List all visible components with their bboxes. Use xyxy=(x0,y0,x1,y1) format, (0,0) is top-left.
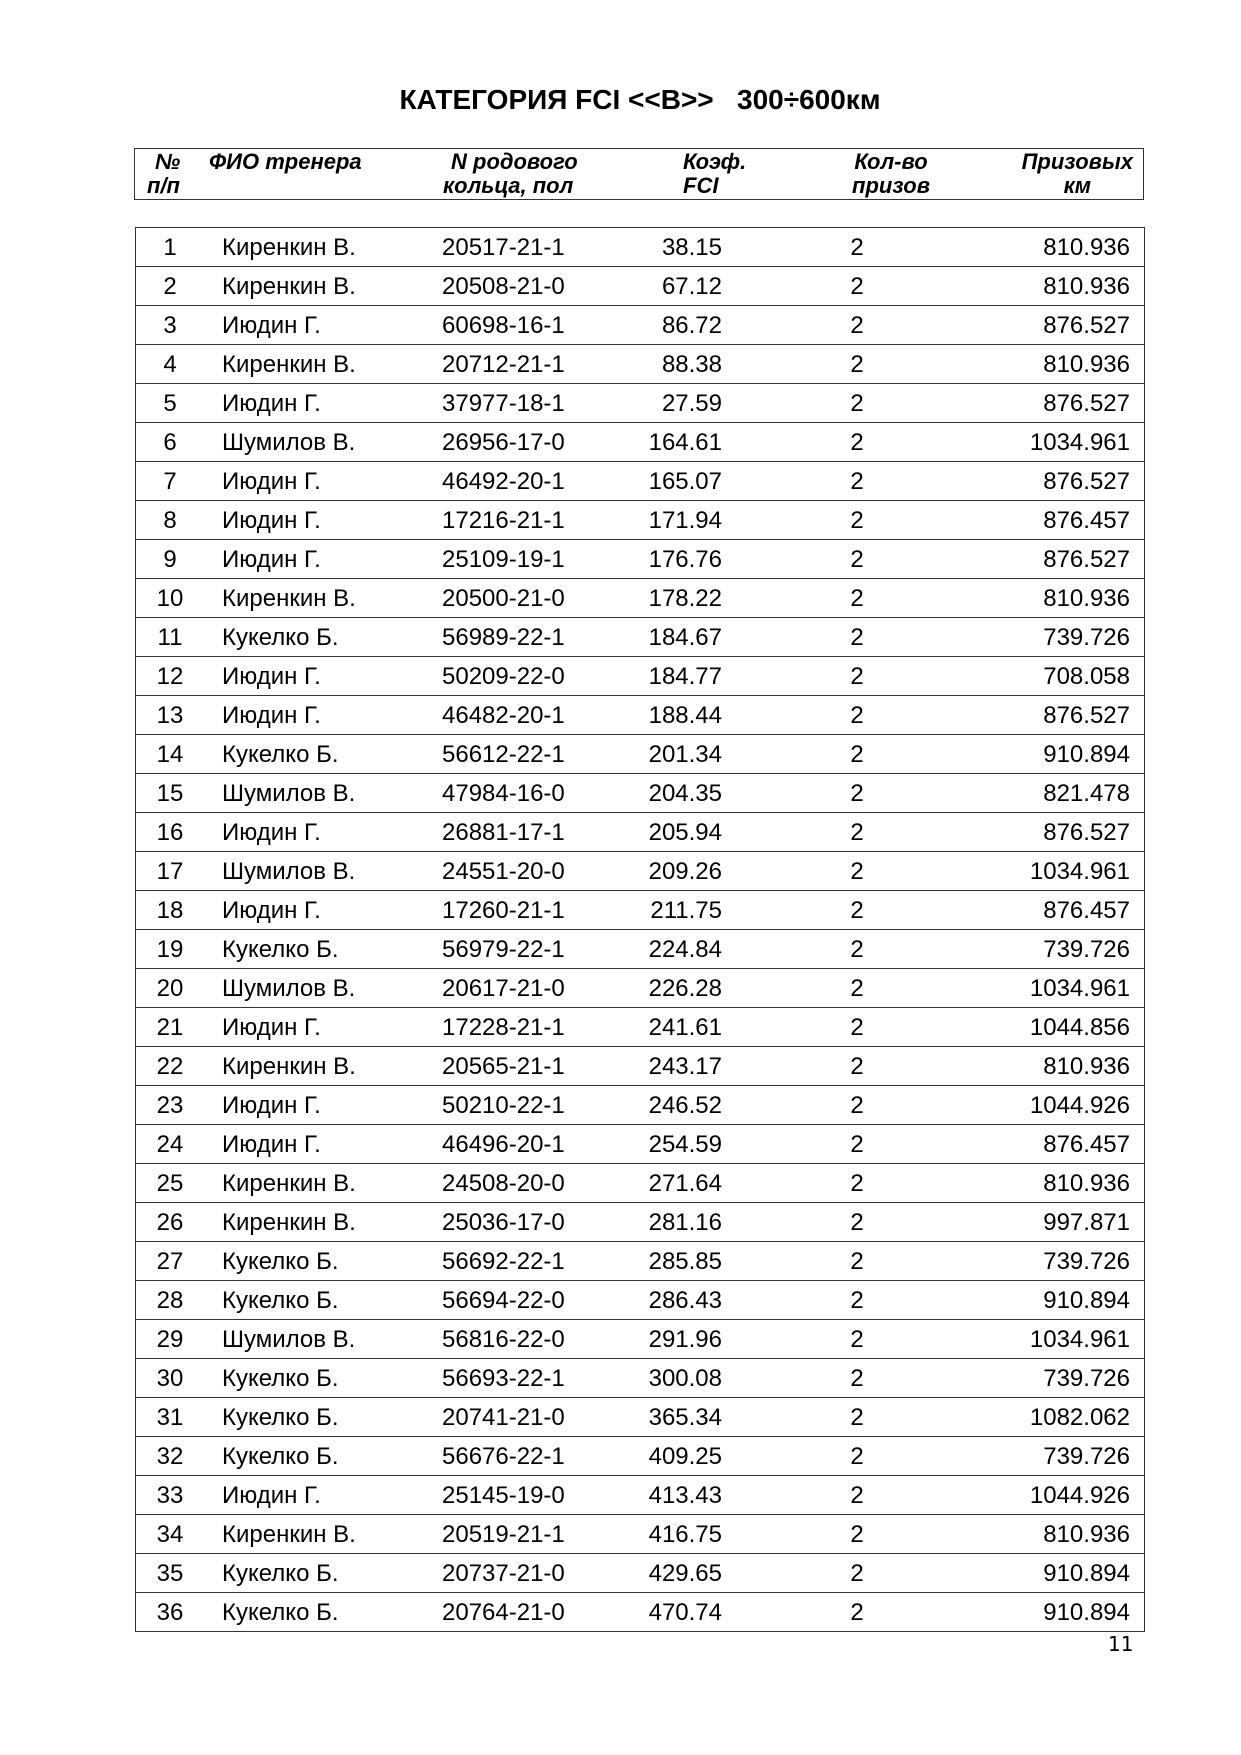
table-row xyxy=(136,1476,1145,1515)
trainer-name: Шумилов В. xyxy=(204,1320,442,1359)
row-number: 13 xyxy=(136,696,205,735)
ring-number: 26956-17-0 xyxy=(442,423,622,462)
prize-count: 2 xyxy=(722,1515,992,1554)
row-number: 11 xyxy=(136,618,205,657)
row-number: 36 xyxy=(136,1593,205,1632)
fci-coefficient: 178.22 xyxy=(622,579,722,618)
row-number: 24 xyxy=(136,1125,205,1164)
fci-coefficient: 285.85 xyxy=(622,1242,722,1281)
prize-km: 739.726 xyxy=(992,930,1145,969)
row-number: 18 xyxy=(136,891,205,930)
prize-count: 2 xyxy=(722,813,992,852)
ring-number: 56979-22-1 xyxy=(442,930,622,969)
trainer-name: Июдин Г. xyxy=(204,1086,442,1125)
table-row xyxy=(136,1086,1145,1125)
row-number: 14 xyxy=(136,735,205,774)
fci-coefficient: 201.34 xyxy=(622,735,722,774)
ring-number: 20737-21-0 xyxy=(442,1554,622,1593)
ring-number: 26881-17-1 xyxy=(442,813,622,852)
table-row xyxy=(136,930,1145,969)
fci-coefficient: 86.72 xyxy=(622,306,722,345)
ring-number: 25109-19-1 xyxy=(442,540,622,579)
row-number: 19 xyxy=(136,930,205,969)
prize-count: 2 xyxy=(722,1203,992,1242)
ring-number: 50209-22-0 xyxy=(442,657,622,696)
fci-coefficient: 188.44 xyxy=(622,696,722,735)
prize-km: 1044.926 xyxy=(992,1086,1145,1125)
row-number: 28 xyxy=(136,1281,205,1320)
ring-number: 17228-21-1 xyxy=(442,1008,622,1047)
prize-km: 876.527 xyxy=(992,540,1145,579)
prize-km: 876.527 xyxy=(992,696,1145,735)
row-number: 8 xyxy=(136,501,205,540)
prize-count: 2 xyxy=(722,1593,992,1632)
prize-km: 1082.062 xyxy=(992,1398,1145,1437)
table-row xyxy=(136,657,1145,696)
table-row xyxy=(136,891,1145,930)
row-number: 2 xyxy=(136,267,205,306)
ring-number: 20565-21-1 xyxy=(442,1047,622,1086)
ring-number: 46492-20-1 xyxy=(442,462,622,501)
prize-count: 2 xyxy=(722,1359,992,1398)
prize-km: 876.527 xyxy=(992,384,1145,423)
trainer-name: Июдин Г. xyxy=(204,1125,442,1164)
header-ring: N родового кольца, пол xyxy=(443,149,578,198)
table-row xyxy=(136,384,1145,423)
table-row xyxy=(136,696,1145,735)
trainer-name: Июдин Г. xyxy=(204,1008,442,1047)
fci-coefficient: 184.77 xyxy=(622,657,722,696)
prize-km: 1034.961 xyxy=(992,423,1145,462)
results-table xyxy=(135,227,1145,1632)
prize-count: 2 xyxy=(722,228,992,267)
trainer-name: Июдин Г. xyxy=(204,384,442,423)
prize-km: 810.936 xyxy=(992,267,1145,306)
fci-coefficient: 365.34 xyxy=(622,1398,722,1437)
fci-coefficient: 246.52 xyxy=(622,1086,722,1125)
trainer-name: Июдин Г. xyxy=(204,540,442,579)
trainer-name: Кукелко Б. xyxy=(204,1437,442,1476)
table-row xyxy=(136,1203,1145,1242)
table-header xyxy=(134,148,1144,200)
trainer-name: Шумилов В. xyxy=(204,774,442,813)
row-number: 3 xyxy=(136,306,205,345)
table-row xyxy=(136,1164,1145,1203)
prize-count: 2 xyxy=(722,540,992,579)
ring-number: 17260-21-1 xyxy=(442,891,622,930)
table-row xyxy=(136,813,1145,852)
fci-coefficient: 204.35 xyxy=(622,774,722,813)
prize-count: 2 xyxy=(722,1281,992,1320)
ring-number: 20519-21-1 xyxy=(442,1515,622,1554)
prize-km: 876.527 xyxy=(992,306,1145,345)
trainer-name: Кукелко Б. xyxy=(204,1281,442,1320)
prize-count: 2 xyxy=(722,891,992,930)
trainer-name: Киренкин В. xyxy=(204,1164,442,1203)
table-row xyxy=(136,774,1145,813)
header-km: Призовых км xyxy=(1021,149,1133,198)
prize-count: 2 xyxy=(722,1086,992,1125)
prize-count: 2 xyxy=(722,345,992,384)
trainer-name: Кукелко Б. xyxy=(204,1593,442,1632)
table-row xyxy=(136,969,1145,1008)
prize-count: 2 xyxy=(722,696,992,735)
fci-coefficient: 164.61 xyxy=(622,423,722,462)
row-number: 1 xyxy=(136,228,205,267)
prize-count: 2 xyxy=(722,618,992,657)
table-row xyxy=(136,618,1145,657)
trainer-name: Киренкин В. xyxy=(204,267,442,306)
prize-count: 2 xyxy=(722,462,992,501)
row-number: 29 xyxy=(136,1320,205,1359)
header-coef: Коэф. FCI xyxy=(683,149,747,198)
row-number: 5 xyxy=(136,384,205,423)
ring-number: 50210-22-1 xyxy=(442,1086,622,1125)
prize-km: 1034.961 xyxy=(992,1320,1145,1359)
fci-coefficient: 254.59 xyxy=(622,1125,722,1164)
trainer-name: Киренкин В. xyxy=(204,579,442,618)
ring-number: 20500-21-0 xyxy=(442,579,622,618)
fci-coefficient: 429.65 xyxy=(622,1554,722,1593)
ring-number: 20712-21-1 xyxy=(442,345,622,384)
ring-number: 20764-21-0 xyxy=(442,1593,622,1632)
row-number: 16 xyxy=(136,813,205,852)
table-row xyxy=(136,1008,1145,1047)
fci-coefficient: 286.43 xyxy=(622,1281,722,1320)
trainer-name: Кукелко Б. xyxy=(204,930,442,969)
fci-coefficient: 211.75 xyxy=(622,891,722,930)
ring-number: 60698-16-1 xyxy=(442,306,622,345)
ring-number: 56612-22-1 xyxy=(442,735,622,774)
prize-count: 2 xyxy=(722,501,992,540)
table-row xyxy=(136,735,1145,774)
fci-coefficient: 243.17 xyxy=(622,1047,722,1086)
fci-coefficient: 241.61 xyxy=(622,1008,722,1047)
trainer-name: Киренкин В. xyxy=(204,1515,442,1554)
row-number: 17 xyxy=(136,852,205,891)
table-row xyxy=(136,1359,1145,1398)
prize-km: 810.936 xyxy=(992,228,1145,267)
prize-km: 997.871 xyxy=(992,1203,1145,1242)
fci-coefficient: 281.16 xyxy=(622,1203,722,1242)
trainer-name: Июдин Г. xyxy=(204,657,442,696)
trainer-name: Июдин Г. xyxy=(204,501,442,540)
prize-km: 876.457 xyxy=(992,501,1145,540)
header-prizes: Кол-во призов xyxy=(852,149,930,198)
ring-number: 56676-22-1 xyxy=(442,1437,622,1476)
ring-number: 24508-20-0 xyxy=(442,1164,622,1203)
table-row xyxy=(136,462,1145,501)
trainer-name: Кукелко Б. xyxy=(204,1242,442,1281)
prize-count: 2 xyxy=(722,735,992,774)
table-row xyxy=(136,1398,1145,1437)
prize-km: 910.894 xyxy=(992,735,1145,774)
trainer-name: Шумилов В. xyxy=(204,969,442,1008)
ring-number: 47984-16-0 xyxy=(442,774,622,813)
table-row xyxy=(136,1554,1145,1593)
fci-coefficient: 88.38 xyxy=(622,345,722,384)
fci-coefficient: 209.26 xyxy=(622,852,722,891)
prize-count: 2 xyxy=(722,1320,992,1359)
row-number: 26 xyxy=(136,1203,205,1242)
row-number: 23 xyxy=(136,1086,205,1125)
fci-coefficient: 171.94 xyxy=(622,501,722,540)
ring-number: 20517-21-1 xyxy=(442,228,622,267)
fci-coefficient: 226.28 xyxy=(622,969,722,1008)
row-number: 10 xyxy=(136,579,205,618)
fci-coefficient: 184.67 xyxy=(622,618,722,657)
prize-km: 810.936 xyxy=(992,579,1145,618)
row-number: 33 xyxy=(136,1476,205,1515)
table-row xyxy=(136,1437,1145,1476)
row-number: 35 xyxy=(136,1554,205,1593)
fci-coefficient: 27.59 xyxy=(622,384,722,423)
prize-km: 739.726 xyxy=(992,1359,1145,1398)
prize-km: 739.726 xyxy=(992,1437,1145,1476)
prize-km: 810.936 xyxy=(992,345,1145,384)
trainer-name: Кукелко Б. xyxy=(204,1398,442,1437)
prize-count: 2 xyxy=(722,657,992,696)
ring-number: 20617-21-0 xyxy=(442,969,622,1008)
trainer-name: Июдин Г. xyxy=(204,462,442,501)
table-row xyxy=(136,540,1145,579)
prize-km: 876.527 xyxy=(992,462,1145,501)
prize-count: 2 xyxy=(722,384,992,423)
prize-km: 876.527 xyxy=(992,813,1145,852)
prize-count: 2 xyxy=(722,579,992,618)
prize-km: 821.478 xyxy=(992,774,1145,813)
fci-coefficient: 165.07 xyxy=(622,462,722,501)
fci-coefficient: 300.08 xyxy=(622,1359,722,1398)
table-row xyxy=(136,267,1145,306)
ring-number: 56692-22-1 xyxy=(442,1242,622,1281)
ring-number: 25036-17-0 xyxy=(442,1203,622,1242)
prize-km: 708.058 xyxy=(992,657,1145,696)
trainer-name: Июдин Г. xyxy=(204,306,442,345)
ring-number: 25145-19-0 xyxy=(442,1476,622,1515)
prize-km: 910.894 xyxy=(992,1281,1145,1320)
prize-count: 2 xyxy=(722,1554,992,1593)
row-number: 27 xyxy=(136,1242,205,1281)
table-row xyxy=(136,228,1145,267)
row-number: 30 xyxy=(136,1359,205,1398)
trainer-name: Июдин Г. xyxy=(204,696,442,735)
fci-coefficient: 224.84 xyxy=(622,930,722,969)
table-row xyxy=(136,501,1145,540)
prize-count: 2 xyxy=(722,852,992,891)
trainer-name: Киренкин В. xyxy=(204,1203,442,1242)
trainer-name: Кукелко Б. xyxy=(204,1554,442,1593)
row-number: 20 xyxy=(136,969,205,1008)
row-number: 32 xyxy=(136,1437,205,1476)
row-number: 34 xyxy=(136,1515,205,1554)
prize-km: 810.936 xyxy=(992,1164,1145,1203)
prize-count: 2 xyxy=(722,306,992,345)
table-row xyxy=(136,1593,1145,1632)
prize-count: 2 xyxy=(722,930,992,969)
prize-count: 2 xyxy=(722,969,992,1008)
table-row xyxy=(136,1125,1145,1164)
prize-km: 739.726 xyxy=(992,618,1145,657)
fci-coefficient: 67.12 xyxy=(622,267,722,306)
table-row xyxy=(136,1281,1145,1320)
trainer-name: Киренкин В. xyxy=(204,1047,442,1086)
prize-count: 2 xyxy=(722,267,992,306)
table-row xyxy=(136,1515,1145,1554)
row-number: 4 xyxy=(136,345,205,384)
row-number: 6 xyxy=(136,423,205,462)
prize-km: 739.726 xyxy=(992,1242,1145,1281)
trainer-name: Кукелко Б. xyxy=(204,735,442,774)
prize-km: 1034.961 xyxy=(992,852,1145,891)
table-row xyxy=(136,306,1145,345)
fci-coefficient: 176.76 xyxy=(622,540,722,579)
prize-km: 876.457 xyxy=(992,1125,1145,1164)
prize-km: 810.936 xyxy=(992,1047,1145,1086)
row-number: 31 xyxy=(136,1398,205,1437)
ring-number: 56693-22-1 xyxy=(442,1359,622,1398)
fci-coefficient: 38.15 xyxy=(622,228,722,267)
row-number: 15 xyxy=(136,774,205,813)
ring-number: 24551-20-0 xyxy=(442,852,622,891)
ring-number: 56816-22-0 xyxy=(442,1320,622,1359)
prize-km: 1034.961 xyxy=(992,969,1145,1008)
prize-km: 810.936 xyxy=(992,1515,1145,1554)
fci-coefficient: 205.94 xyxy=(622,813,722,852)
trainer-name: Июдин Г. xyxy=(204,813,442,852)
trainer-name: Киренкин В. xyxy=(204,345,442,384)
prize-km: 1044.856 xyxy=(992,1008,1145,1047)
row-number: 21 xyxy=(136,1008,205,1047)
ring-number: 56694-22-0 xyxy=(442,1281,622,1320)
row-number: 12 xyxy=(136,657,205,696)
prize-count: 2 xyxy=(722,1242,992,1281)
prize-count: 2 xyxy=(722,423,992,462)
table-row xyxy=(136,423,1145,462)
fci-coefficient: 470.74 xyxy=(622,1593,722,1632)
trainer-name: Июдин Г. xyxy=(204,891,442,930)
prize-count: 2 xyxy=(722,774,992,813)
page-title: КАТЕГОРИЯ FCI <<B>> 300÷600км xyxy=(399,84,881,115)
prize-km: 876.457 xyxy=(992,891,1145,930)
prize-count: 2 xyxy=(722,1476,992,1515)
prize-km: 1044.926 xyxy=(992,1476,1145,1515)
ring-number: 17216-21-1 xyxy=(442,501,622,540)
prize-count: 2 xyxy=(722,1164,992,1203)
ring-number: 20741-21-0 xyxy=(442,1398,622,1437)
prize-km: 910.894 xyxy=(992,1593,1145,1632)
row-number: 9 xyxy=(136,540,205,579)
trainer-name: Шумилов В. xyxy=(204,423,442,462)
page-number: 11 xyxy=(1108,1632,1134,1656)
prize-count: 2 xyxy=(722,1047,992,1086)
header-trainer: ФИО тренера xyxy=(209,149,362,174)
prize-km: 910.894 xyxy=(992,1554,1145,1593)
fci-coefficient: 416.75 xyxy=(622,1515,722,1554)
row-number: 7 xyxy=(136,462,205,501)
table-row xyxy=(136,579,1145,618)
row-number: 22 xyxy=(136,1047,205,1086)
ring-number: 46482-20-1 xyxy=(442,696,622,735)
trainer-name: Кукелко Б. xyxy=(204,1359,442,1398)
table-row xyxy=(136,1047,1145,1086)
prize-count: 2 xyxy=(722,1125,992,1164)
header-no: № п/п xyxy=(147,149,181,198)
prize-count: 2 xyxy=(722,1437,992,1476)
fci-coefficient: 271.64 xyxy=(622,1164,722,1203)
ring-number: 20508-21-0 xyxy=(442,267,622,306)
trainer-name: Июдин Г. xyxy=(204,1476,442,1515)
table-row xyxy=(136,1320,1145,1359)
ring-number: 56989-22-1 xyxy=(442,618,622,657)
table-row xyxy=(136,345,1145,384)
trainer-name: Кукелко Б. xyxy=(204,618,442,657)
fci-coefficient: 413.43 xyxy=(622,1476,722,1515)
prize-count: 2 xyxy=(722,1008,992,1047)
prize-count: 2 xyxy=(722,1398,992,1437)
row-number: 25 xyxy=(136,1164,205,1203)
fci-coefficient: 291.96 xyxy=(622,1320,722,1359)
ring-number: 46496-20-1 xyxy=(442,1125,622,1164)
trainer-name: Киренкин В. xyxy=(204,228,442,267)
fci-coefficient: 409.25 xyxy=(622,1437,722,1476)
ring-number: 37977-18-1 xyxy=(442,384,622,423)
trainer-name: Шумилов В. xyxy=(204,852,442,891)
table-row xyxy=(136,852,1145,891)
table-row xyxy=(136,1242,1145,1281)
